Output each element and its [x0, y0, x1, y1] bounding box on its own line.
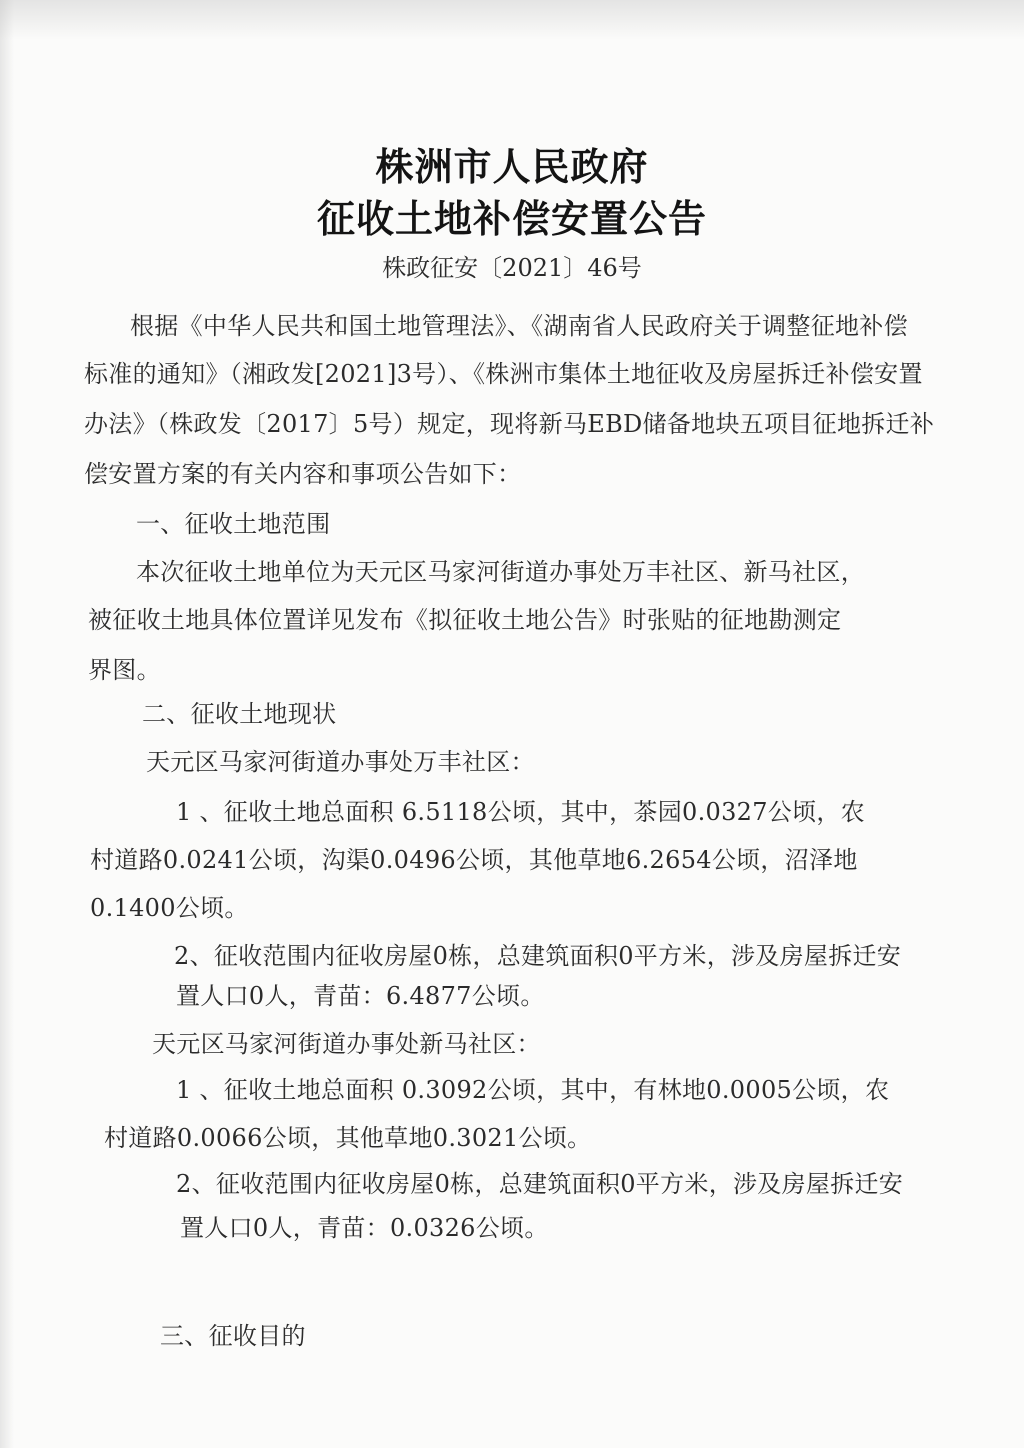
section-heading-3: 三、征收目的 [160, 1322, 306, 1350]
section-heading-2: 二、征收土地现状 [142, 700, 337, 728]
body-line: 根据《中华人民共和国土地管理法》、《湖南省人民政府关于调整征地补偿 [130, 312, 908, 340]
body-line: 村道路0.0066公顷，其他草地0.3021公顷。 [104, 1124, 592, 1152]
body-line: 被征收土地具体位置详见发布《拟征收土地公告》时张贴的征地勘测定 [88, 606, 842, 634]
body-line: 办法》（株政发〔2017〕5号）规定，现将新马EBD储备地块五项目征地拆迁补 [84, 410, 935, 438]
body-line: 偿安置方案的有关内容和事项公告如下： [84, 460, 522, 488]
body-line: 1 、征收土地总面积 6.5118公顷，其中，茶园0.0327公顷，农 [176, 798, 865, 826]
section-heading-1: 一、征收土地范围 [136, 510, 331, 538]
scan-shadow-top [0, 0, 1024, 40]
document-number: 株政征安〔2021〕46号 [382, 254, 642, 282]
body-line: 2、征收范围内征收房屋0栋，总建筑面积0平方米，涉及房屋拆迁安 [176, 1170, 904, 1198]
body-line: 本次征收土地单位为天元区马家河街道办事处万丰社区、新马社区， [136, 558, 865, 586]
body-line: 界图。 [88, 656, 161, 684]
body-line: 0.1400公顷。 [90, 894, 249, 922]
subsection-xinma: 天元区马家河街道办事处新马社区： [152, 1030, 541, 1058]
page-title-line1: 株洲市人民政府 [375, 145, 649, 189]
body-line: 1 、征收土地总面积 0.3092公顷，其中，有林地0.0005公顷，农 [176, 1076, 890, 1104]
body-line: 村道路0.0241公顷，沟渠0.0496公顷，其他草地6.2654公顷，沼泽地 [90, 846, 858, 874]
page-title-line2: 征收土地补偿安置公告 [316, 197, 707, 241]
body-line: 置人口0人，青苗：6.4877公顷。 [176, 982, 545, 1010]
body-line: 置人口0人，青苗：0.0326公顷。 [180, 1214, 549, 1242]
subsection-wanfeng: 天元区马家河街道办事处万丰社区： [146, 748, 535, 776]
body-line: 2、征收范围内征收房屋0栋，总建筑面积0平方米，涉及房屋拆迁安 [174, 942, 902, 970]
body-line: 标准的通知》（湘政发[2021]3号）、《株洲市集体土地征收及房屋拆迁补偿安置 [84, 360, 923, 388]
